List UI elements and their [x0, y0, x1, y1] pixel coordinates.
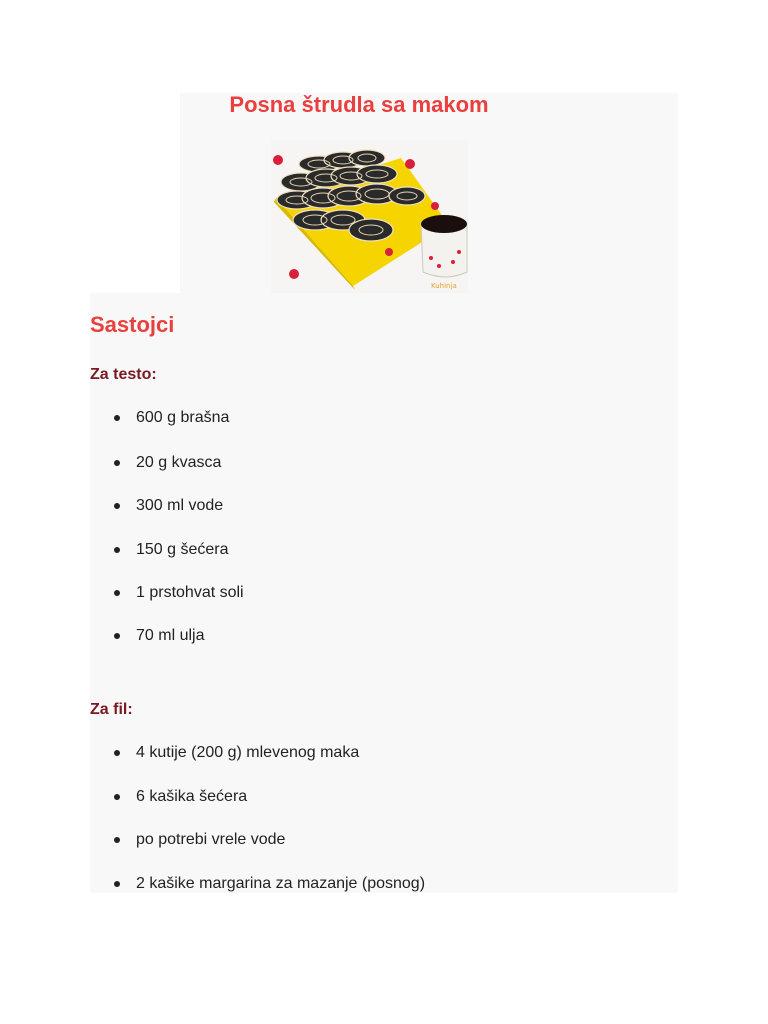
ingredient-text: 150 g šećera	[136, 541, 229, 558]
bullet-icon	[114, 750, 120, 756]
dough-heading: Za testo:	[90, 366, 157, 383]
bullet-icon	[114, 590, 120, 596]
ingredient-text: po potrebi vrele vode	[136, 831, 286, 848]
coffee-cup-icon	[421, 215, 467, 277]
bullet-icon	[114, 881, 120, 887]
recipe-title: Posna štrudla sa makom	[229, 92, 489, 117]
ingredient-text: 600 g brašna	[136, 409, 230, 426]
bullet-icon	[114, 633, 120, 639]
bullet-icon	[114, 547, 120, 553]
bullet-icon	[114, 837, 120, 843]
ingredient-text: 4 kutije (200 g) mlevenog maka	[136, 744, 360, 761]
ingredient-text: 1 prstohvat soli	[136, 584, 244, 601]
svg-text:Kuhinja: Kuhinja	[431, 282, 457, 290]
filling-heading: Za fil:	[90, 701, 133, 718]
bullet-icon	[114, 415, 120, 421]
ingredient-text: 6 kašika šećera	[136, 788, 248, 805]
ingredient-text: 300 ml vode	[136, 497, 224, 514]
ingredient-text: 2 kašike margarina za mazanje (posnog)	[136, 875, 426, 892]
ingredients-heading: Sastojci	[90, 312, 175, 337]
ingredient-text: 20 g kvasca	[136, 454, 222, 471]
bullet-icon	[114, 794, 120, 800]
ingredient-text: 70 ml ulja	[136, 627, 205, 644]
recipe-photo	[271, 140, 468, 293]
bullet-icon	[114, 460, 120, 466]
bullet-icon	[114, 503, 120, 509]
